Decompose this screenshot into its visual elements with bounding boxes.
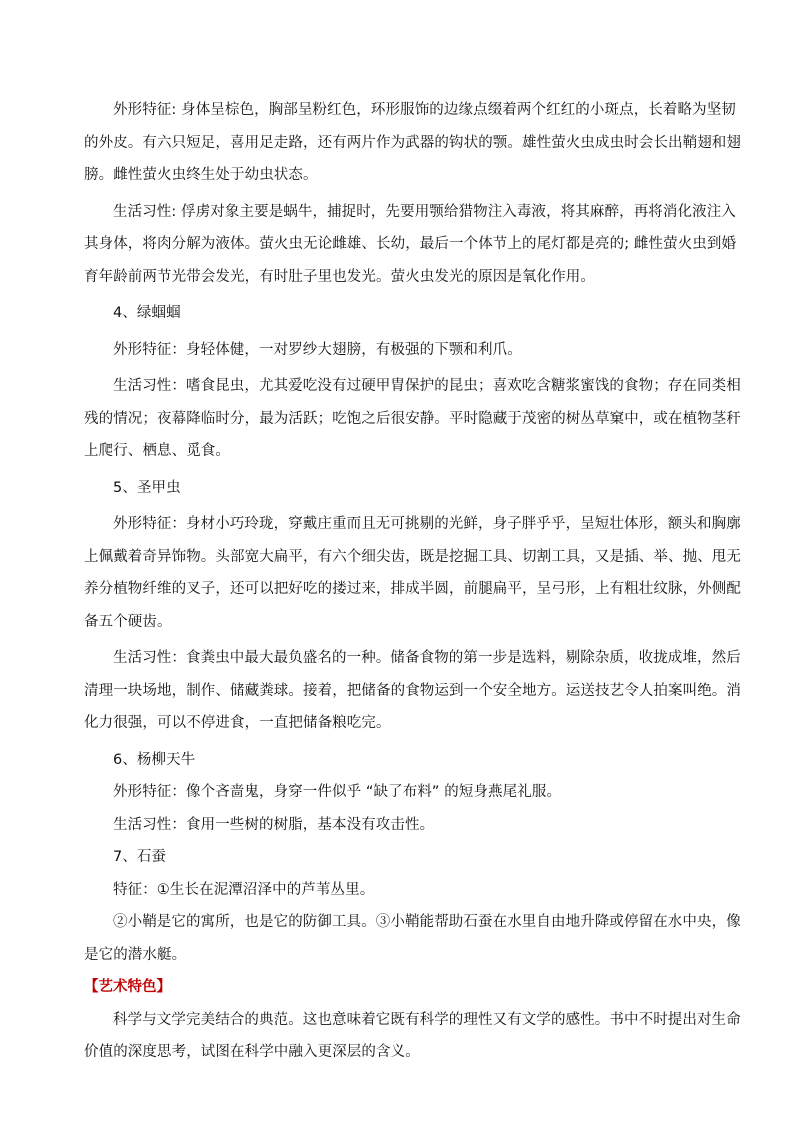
section-5-title: 5、圣甲虫 xyxy=(113,479,181,496)
scarab-habits-paragraph: 生活习性：食粪虫中最大最负盛名的一种。储备食物的第一步是选料，剔除杂质，收拢成堆，然后清理一块场地，制作、储藏粪球。接着，把储备的食物运到一个安全地方。运送技艺令人拍案叫绝。消化力很强，可以不停进食，一直把储备粮吃完。 xyxy=(84,650,741,731)
section-7-title: 7、石蚕 xyxy=(113,849,167,865)
section-6-title: 6、杨柳天牛 xyxy=(113,751,196,768)
art-features-paragraph: 科学与文学完美结合的典范。这也意味着它既有科学的理性又有文学的感性。书中不时提出对生命价值的深度思考，试图在科学中融入更深层的含义。 xyxy=(84,1011,741,1060)
katydid-appearance-paragraph: 外形特征：身轻体健，一对罗纱大翅膀，有极强的下颚和利爪。 xyxy=(113,341,522,358)
katydid-habits-paragraph: 生活习性：嗜食昆虫，尤其爱吃没有过硬甲胄保护的昆虫；喜欢吃含糖浆蜜饯的食物；存在同类相残的情况；夜幕降临时分，最为活跃；吃饱之后很安静。平时隐藏于茂密的树丛草窠中，或在植物茎秆上爬行、栖息、觅食。 xyxy=(84,378,741,459)
scarab-appearance-paragraph: 外形特征：身材小巧玲珑，穿戴庄重而且无可挑剔的光鲜，身子胖乎乎，呈短壮体形，额头和胸廓上佩戴着奇异饰物。头部宽大扁平，有六个细尖齿，既是挖掘工具、切割工具，又是插、举、抛、甩无养分植物纤维的叉子，还可以把好吃的搂过来，排成半圆，前腿扁平，呈弓形，上有粗壮纹脉，外侧配备五个硬齿。 xyxy=(84,516,741,630)
document-body xyxy=(84,94,744,1069)
art-features-heading: 【艺术特色】 xyxy=(84,979,171,995)
caddisfly-feature-paragraph: 特征：①生长在泥潭沼泽中的芦苇丛里。 xyxy=(113,881,375,898)
longhorn-habits-paragraph: 生活习性：食用一些树的树脂，基本没有攻击性。 xyxy=(113,816,435,833)
firefly-habits-paragraph: 生活习性: 俘虏对象主要是蜗牛，捕捉时，先要用颚给猎物注入毒液，将其麻醉，再将消化液注入其身体，将肉分解为液体。萤火虫无论雌雄、长幼，最后一个体节上的尾灯都是亮的; 雌性萤火虫到婚育年龄前两节光带会发光，有时肚子里也发光。萤火虫发光的原因是氧化作用。 xyxy=(84,203,737,285)
firefly-appearance-paragraph: 外形特征: 身体呈棕色，胸部呈粉红色，环形服饰的边缘点缀着两个红红的小斑点，长着略为坚韧的外皮。有六只短足，喜用足走路，还有两片作为武器的钩状的颚。雄性萤火虫成虫时会长出鞘翅和翅膀。雌性萤火虫终生处于幼虫状态。 xyxy=(84,102,741,183)
longhorn-appearance-paragraph: 外形特征：像个吝啬鬼，身穿一件似乎 “缺了布料” 的短身燕尾礼服。 xyxy=(113,784,562,800)
caddisfly-case-paragraph: ②小鞘是它的寓所，也是它的防御工具。③小鞘能帮助石蚕在水里自由地升降或停留在水中央，像是它的潜水艇。 xyxy=(84,914,741,963)
section-4-title: 4、绿蝈蝈 xyxy=(113,305,181,321)
